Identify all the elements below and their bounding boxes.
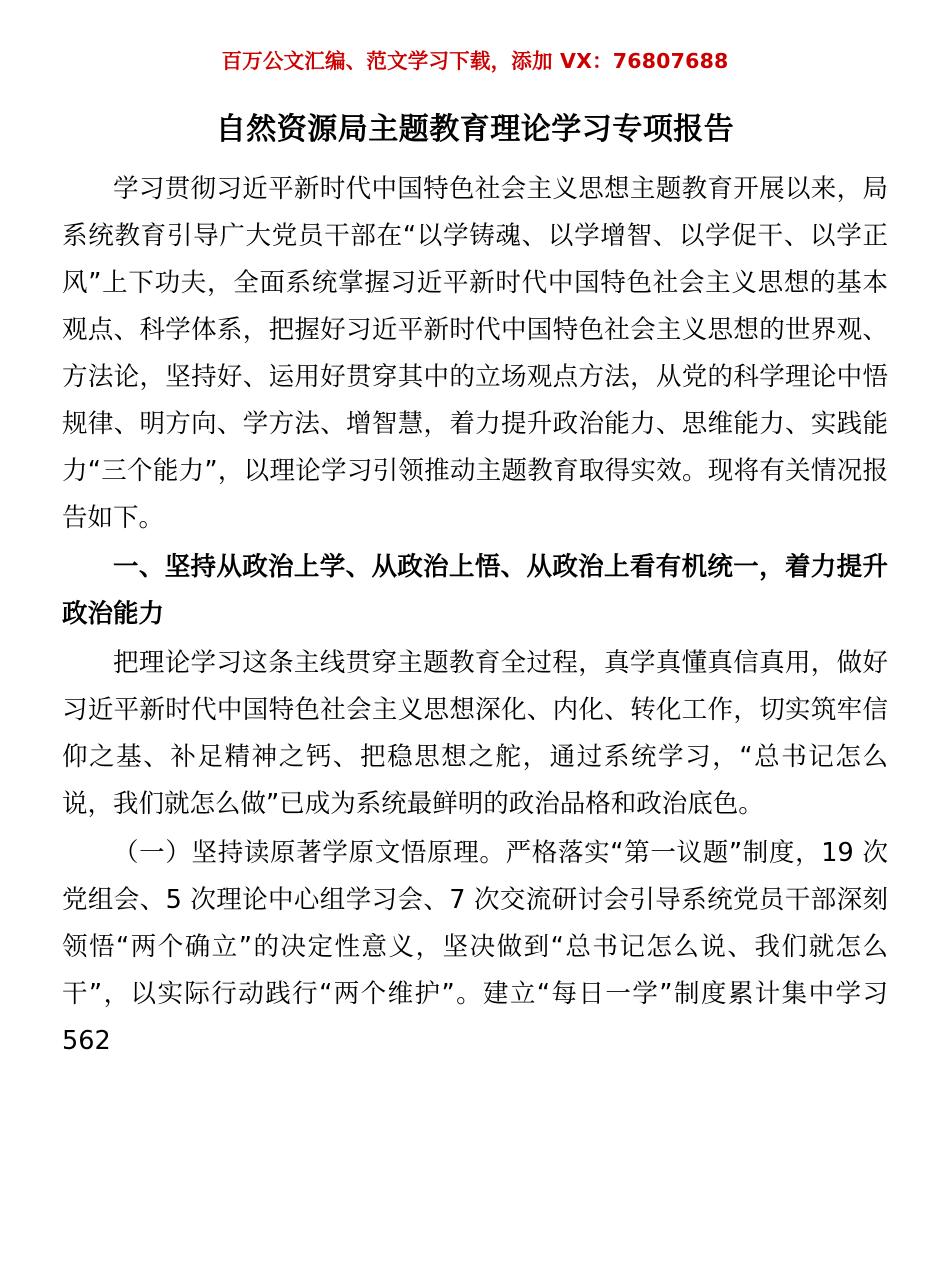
paragraph-section-one-body: 把理论学习这条主线贯穿主题教育全过程，真学真懂真信真用，做好习近平新时代中国特色社会主义思想深化、内化、转化工作，切实筑牢信仰之基、补足精神之钙、把稳思想之舵，通过系统学习，“总书记怎么说，我们就怎么做”已成为系统最鲜明的政治品格和政治底色。 xyxy=(62,648,888,819)
document-page xyxy=(0,44,950,1274)
page-title: 自然资源局主题教育理论学习专项报告 xyxy=(215,112,735,147)
document-body xyxy=(62,166,888,1065)
watermark-banner: 百万公文汇编、范文学习下载，添加 VX：76807688 xyxy=(221,49,729,73)
paragraph-intro: 学习贯彻习近平新时代中国特色社会主义思想主题教育开展以来，局系统教育引导广大党员干部在“以学铸魂、以学增智、以学促干、以学正风”上下功夫，全面系统掌握习近平新时代中国特色社会主义思想的基本观点、科学体系，把握好习近平新时代中国特色社会主义思想的世界观、方法论，坚持好、运用好贯穿其中的立场观点方法，从党的科学理论中悟规律、明方向、学方法、增智慧，着力提升政治能力、思维能力、实践能力“三个能力”，以理论学习引领推动主题教育取得实效。现将有关情况报告如下。 xyxy=(62,174,888,533)
paragraph-section-one-heading: 一、坚持从政治上学、从政治上悟、从政治上看有机统一，着力提升政治能力 xyxy=(62,552,888,629)
paragraph-subsection-one: （一）坚持读原著学原文悟原理。严格落实“第一议题”制度，19 次党组会、5 次理论中心组学习会、7 次交流研讨会引导系统党员干部深刻领悟“两个确立”的决定性意义，坚决做到“总书记怎么说、我们就怎么干”，以实际行动践行“两个维护”。建立“每日一学”制度累计集中学习 562 xyxy=(62,838,888,1056)
